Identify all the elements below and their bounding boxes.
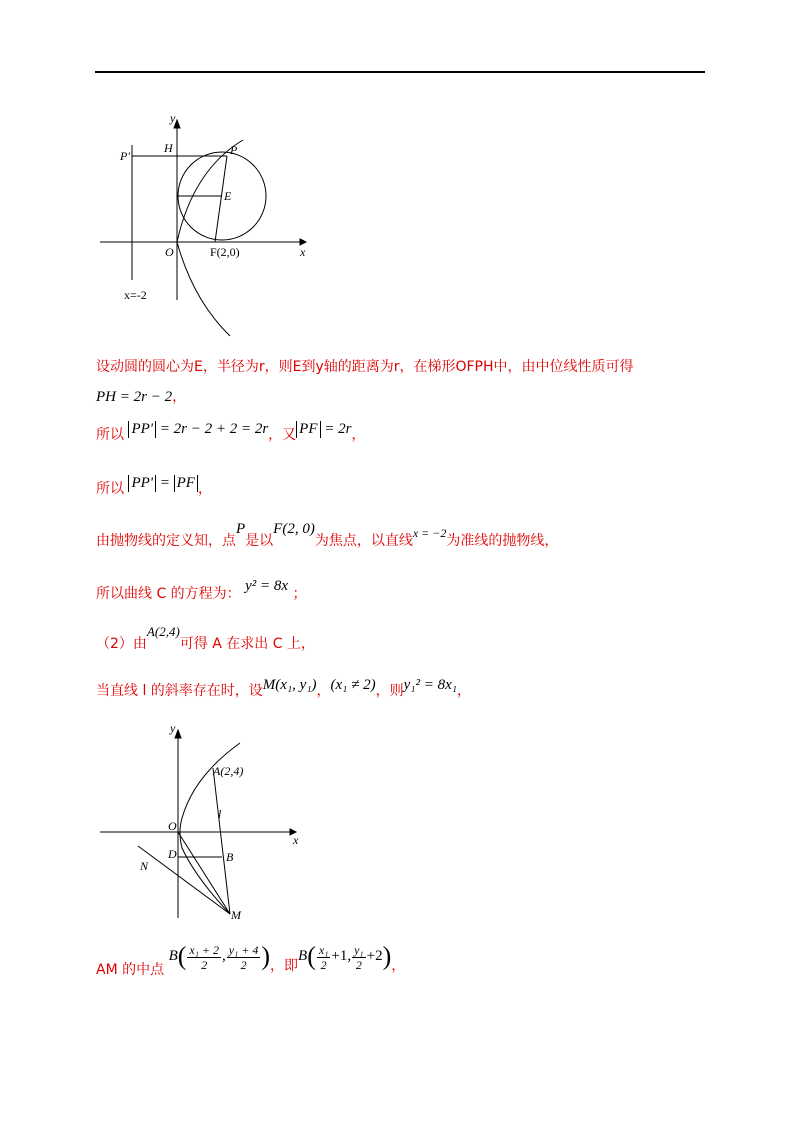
fig1-label-h: H [164,141,173,155]
fig1-label-x: x [300,245,306,259]
text-line-3: 所以 PP' = 2r − 2 + 2 = 2r，又 PF = 2r， [96,421,366,443]
fig1-label-e: E [224,189,232,203]
fig2-label-y: y [170,721,176,735]
text-line-7: （2）由A(2,4)可得 A 在求出 C 上， [96,624,315,652]
fig2-label-a: A(2,4) [213,764,244,778]
fig1-label-pprime: P' [120,149,130,163]
header-rule [95,71,705,73]
fig1-label-directrix: x=-2 [124,288,147,302]
figure-circle-parabola [100,110,320,345]
text-line-6: 所以曲线 C 的方程为： y² = 8x ； [96,578,307,602]
fig1-label-p: P [230,143,238,157]
fig2-label-o: O [168,819,177,833]
text-line-1: 设动圆的圆心为E，半径为r，则E到y轴的距离为r，在梯形OFPH中，由中位线性质可得 [96,359,634,375]
fig2-label-n: N [140,859,149,873]
text-line-9: AM 的中点 B( $\frac{\text{x₁ + 2}}{2}$ , $\frac{\text{y₁ + 4}}{2}$ )，即B( $\frac{\text{x₁}}{2}$ +1, $\frac{\text{y₁}}{2}$ +2)， [96,942,406,979]
fig2-label-b: B [226,850,234,864]
fig1-label-y: y [170,111,176,125]
fig1-label-f: F(2,0) [210,245,240,259]
text-line-2: PH = 2r − 2， [96,389,187,405]
line-nm [138,846,230,914]
text-line-5: 由抛物线的定义知，点P是以F(2, 0)为焦点，以直线x = −2为准线的抛物线， [96,521,559,549]
fig2-label-x: x [293,833,299,847]
y-axis-arrow [175,730,181,738]
text-line-8: 当直线 l 的斜率存在时，设M(x₁, y₁)，(x₁ ≠ 2)，则y₁² = 8x₁， [96,677,472,699]
fig2-label-l: l [218,807,222,821]
fig2-label-m: M [231,908,241,922]
fig1-label-o: O [165,245,174,259]
text-line-4: 所以 PP' = PF ， [96,475,212,497]
figure-parabola-chord [100,718,310,923]
fig2-label-d: D [168,847,177,861]
